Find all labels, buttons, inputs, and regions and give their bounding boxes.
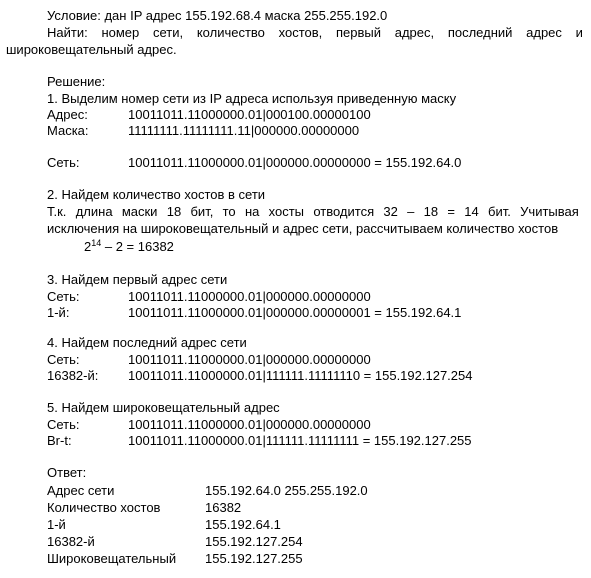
answer-label-hosts: Количество хостов [47,500,161,515]
step1-net-label: Сеть: [47,155,80,170]
step2-line1-word: маски [121,204,158,219]
find-line-word: первый [335,25,381,40]
step2-line1-word: Учитывая [520,204,579,219]
find-line-word: Найти: [47,25,88,40]
find-line-word: количество [196,25,265,40]
step2-line1-word: 18 [423,204,439,219]
step1-title: 1. Выделим номер сети из IP адреса используя приведенную маску [47,91,457,106]
formula-exponent: 14 [91,238,102,248]
step5-net-label: Сеть: [47,417,80,432]
step2-title: 2. Найдем количество хостов в сети [47,187,266,202]
step2-line1-word: на [244,204,260,219]
step3-title: 3. Найдем первый адрес сети [47,272,228,287]
step2-line1-word: Т.к. [47,204,67,219]
step2-text-line1 [47,204,579,219]
answer-value-network: 155.192.64.0 255.255.192.0 [205,483,368,498]
find-line-word: адрес [526,25,562,40]
answer-label-last: 16382-й [47,534,95,549]
step3-net-value: 10011011.11000000.01|000000.00000000 [128,289,371,304]
answer-value-hosts: 16382 [205,500,242,515]
step1-net-value: 10011011.11000000.01|000000.00000000 = 155.192.64.0 [128,155,462,170]
step1-mask-value: 11111111.11111111.11|000000.00000000 [128,123,360,138]
step1-mask-label: Маска: [47,123,89,138]
find-line-word: и [575,25,583,40]
step2-line1-word: отводится [313,204,375,219]
step5-net-value: 10011011.11000000.01|000000.00000000 [128,417,371,432]
step2-line1-word: – [407,204,415,219]
find-line-word: номер [101,25,140,40]
find-line-word: сети, [152,25,184,40]
step3-net-label: Сеть: [47,289,80,304]
answer-label-network: Адрес сети [47,483,115,498]
find-line-word: хостов, [278,25,323,40]
answer-label-first: 1-й [47,517,66,532]
step2-text-line2: исключения на широковещательный и адрес сети, рассчитываем количество хостов [47,221,559,236]
step4-title: 4. Найдем последний адрес сети [47,335,247,350]
step2-line1-word: длина [75,204,113,219]
step3-first-value: 10011011.11000000.01|000000.00000001 = 155.192.64.1 [128,305,462,320]
condition-line: Условие: дан IP адрес 155.192.68.4 маска 255.255.192.0 [47,8,388,23]
step2-line1-word: 14 [464,204,479,219]
answer-label-broadcast: Широковещательный [47,551,177,566]
step4-last-value: 10011011.11000000.01|111111.11111110 = 155.192.127.254 [128,368,473,383]
find-line-word: последний [447,25,513,40]
step1-addr-label: Адрес: [47,107,88,122]
step5-title: 5. Найдем широковещательный адрес [47,400,280,415]
step2-line1-word: = [447,204,456,219]
step5-brt-label: Br-t: [47,433,72,448]
step2-line1-word: бит, [190,204,214,219]
answer-value-first: 155.192.64.1 [205,517,281,532]
condition-continuation: широковещательный адрес. [6,42,177,57]
step1-addr-value: 10011011.11000000.01|000100.00000100 [128,107,371,122]
answer-value-last: 155.192.127.254 [205,534,303,549]
step4-last-label: 16382-й: [47,368,99,383]
step2-formula [84,239,174,254]
formula-rest: – 2 = 16382 [101,239,174,254]
solution-heading: Решение: [47,74,106,89]
formula-base: 2 [84,239,92,254]
step5-brt-value: 10011011.11000000.01|111111.11111111 = 155.192.127.255 [128,433,472,448]
step3-first-label: 1-й: [47,305,70,320]
step2-line1-word: 18 [166,204,182,219]
answer-heading: Ответ: [47,465,87,480]
step2-line1-word: хосты [268,204,305,219]
find-line [47,25,583,40]
step4-net-label: Сеть: [47,352,80,367]
step4-net-value: 10011011.11000000.01|000000.00000000 [128,352,371,367]
step2-line1-word: бит. [488,204,511,219]
step2-line1-word: 32 [383,204,398,219]
answer-value-broadcast: 155.192.127.255 [205,551,303,566]
find-line-word: адрес, [394,25,435,40]
step2-line1-word: то [222,204,236,219]
